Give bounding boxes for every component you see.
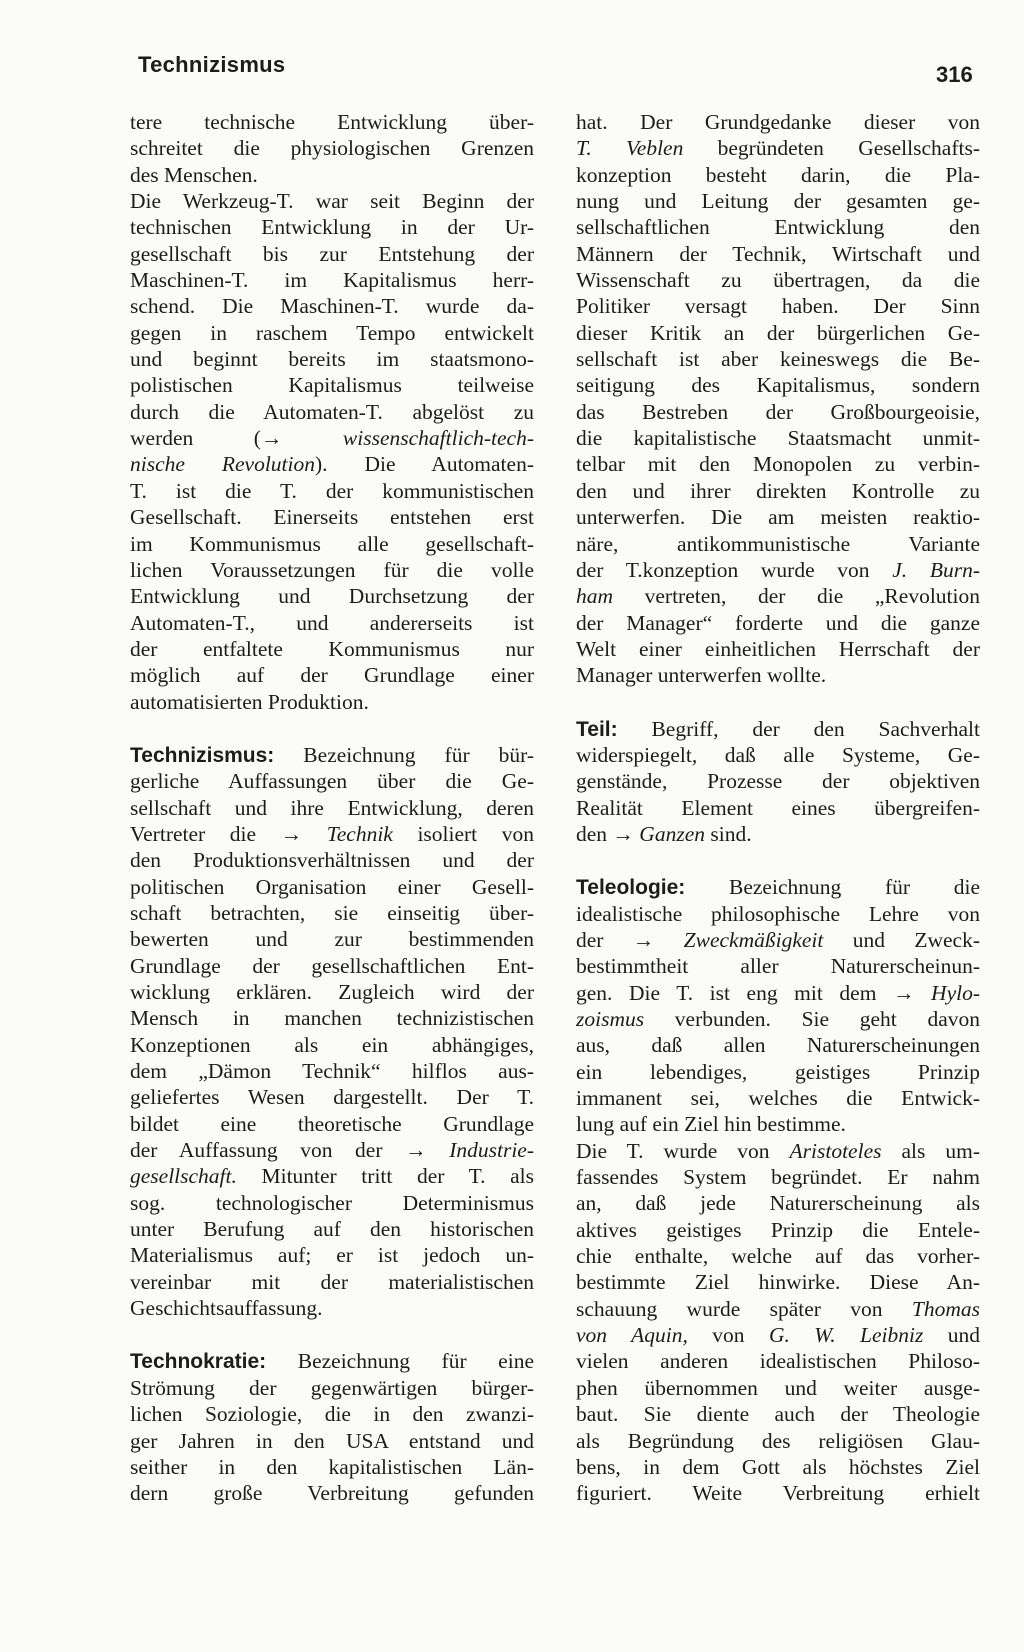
text-line <box>576 980 980 1006</box>
text-run: und <box>923 1323 980 1348</box>
text-run: gen. Die T. ist eng mit dem → <box>576 980 932 1005</box>
text-line: gegen in raschem Tempo entwickelt <box>130 320 534 345</box>
text-line: sog. technologischer Determinismus <box>130 1190 534 1215</box>
text-line: lichen Voraussetzungen für die volle <box>130 557 534 582</box>
entry-technokratie <box>130 1348 534 1506</box>
text-line: unterwerfen. Die am meisten reaktio- <box>576 505 980 530</box>
text-line <box>576 927 980 953</box>
text-line: sellschaftlichen Entwicklung den <box>576 215 980 240</box>
text-line: des Menschen. <box>130 162 258 187</box>
person-name: ham <box>576 584 614 609</box>
text-line: den und ihrer direkten Kontrolle zu <box>576 478 980 503</box>
text-run: Bezeichnung für eine <box>266 1349 534 1374</box>
text-line: T. ist die T. der kommunistischen <box>130 478 534 503</box>
entry-headword: Teleologie: <box>576 876 686 900</box>
text-line: fassendes System begründet. Er nahm <box>576 1165 980 1190</box>
entry-technokratie-continuation <box>576 109 980 689</box>
text-line <box>576 1138 980 1164</box>
text-line: Geschichtsauffassung. <box>130 1296 323 1321</box>
text-line: Strömung der gegenwärtigen bürger- <box>130 1375 534 1400</box>
entry-teil <box>576 716 980 848</box>
text-line: seither in den kapitalistischen Län- <box>130 1454 534 1479</box>
text-line: ein lebendiges, geistiges Prinzip <box>576 1059 980 1084</box>
text-line: durch die Automaten-T. abgelöst zu <box>130 399 534 424</box>
text-run: Die T. wurde von <box>576 1138 790 1163</box>
text-line: der entfaltete Kommunismus nur <box>130 636 534 661</box>
text-run: Mitunter tritt der T. als <box>236 1164 534 1189</box>
text-line <box>576 1322 980 1348</box>
text-line: technischen Entwicklung in der Ur- <box>130 215 534 240</box>
text-run: der Auffassung von der → <box>130 1138 450 1163</box>
text-line: baut. Sie diente auch der Theologie <box>576 1402 980 1427</box>
text-run: schauung wurde später von <box>576 1296 912 1321</box>
text-run: als um- <box>881 1138 980 1163</box>
text-line: im Kommunismus alle gesellschaft- <box>130 531 534 556</box>
text-line: bestimmtheit aller Naturerscheinun- <box>576 954 980 979</box>
text-line: an, daß jede Naturerscheinung als <box>576 1191 980 1216</box>
text-line: Gesellschaft. Einerseits entstehen erst <box>130 505 534 530</box>
right-column <box>576 109 980 1507</box>
text-line: die kapitalistische Staatsmacht unmit- <box>576 426 980 451</box>
text-line: konzeption besteht darin, die Pla- <box>576 162 980 187</box>
text-line: phen übernommen und weiter ausge- <box>576 1375 980 1400</box>
text-line <box>576 874 980 900</box>
text-line <box>130 1137 534 1163</box>
text-line: Automaten-T., und andererseits ist <box>130 610 534 635</box>
text-line <box>576 583 980 609</box>
entry-spacer <box>130 715 534 742</box>
text-run: ). Die Automaten- <box>315 452 534 477</box>
text-run: Vertreter die → <box>130 821 327 846</box>
text-run: Bezeichnung für die <box>685 875 980 900</box>
text-line: Realität Element eines übergreifen- <box>576 795 980 820</box>
text-line: nung und Leitung der gesamten ge- <box>576 189 980 214</box>
text-line: gesellschaft bis zur Entstehung der <box>130 241 534 266</box>
text-line: genstände, Prozesse der objektiven <box>576 769 980 794</box>
text-line: Politiker versagt haben. Der Sinn <box>576 294 980 319</box>
text-run: von <box>687 1323 769 1348</box>
text-line <box>576 821 980 847</box>
entry-headword: Technizismus: <box>130 743 275 767</box>
person-name: Thomas <box>911 1296 980 1321</box>
text-line: dem „Dämon Technik“ hilflos aus- <box>130 1059 534 1084</box>
text-line: Manager unterwerfen wollte. <box>576 663 827 688</box>
entry-spacer <box>576 689 980 716</box>
text-line: aus, daß allen Naturerscheinungen <box>576 1033 980 1058</box>
cross-reference-link: Technik <box>326 821 393 846</box>
text-line: immanent sei, welches die Entwick- <box>576 1086 980 1111</box>
text-line <box>576 557 980 583</box>
text-line: Grundlage der gesellschaftlichen Ent- <box>130 953 534 978</box>
text-line: dieser Kritik an der bürgerlichen Ge- <box>576 320 980 345</box>
text-line <box>130 821 534 847</box>
text-line: als Begründung des religiösen Glau- <box>576 1428 980 1453</box>
text-line: schreitet die physiologischen Grenzen <box>130 136 534 161</box>
entry-spacer <box>130 1321 534 1348</box>
text-line <box>130 742 534 768</box>
cross-reference-link: Hylo- <box>931 980 980 1005</box>
text-line: seitigung des Kapitalismus, sondern <box>576 373 980 398</box>
text-line: widerspiegelt, daß alle Systeme, Ge- <box>576 742 980 767</box>
person-name: Aristoteles <box>789 1138 882 1163</box>
paragraph-werkzeug <box>130 188 534 715</box>
text-line: sellschaft und ihre Entwicklung, deren <box>130 795 534 820</box>
text-line <box>130 1348 534 1374</box>
text-line <box>130 1163 534 1189</box>
text-line: dern große Verbreitung gefunden <box>130 1481 534 1506</box>
text-line: wicklung erklären. Zugleich wird der <box>130 980 534 1004</box>
person-name: G. W. Leibniz <box>768 1323 924 1348</box>
cross-reference-link: zoismus <box>576 1007 645 1031</box>
text-line: bewerten und zur bestimmenden <box>130 927 534 952</box>
text-run: der → <box>576 927 684 952</box>
text-line: automatisierten Produktion. <box>130 689 369 714</box>
text-line: telbar mit den Monopolen zu verbin- <box>576 452 980 477</box>
text-line: bens, in dem Gott als höchstes Ziel <box>576 1454 980 1479</box>
entry-headword: Teil: <box>576 717 618 741</box>
text-run: verbunden. Sie geht davon <box>644 1007 980 1031</box>
text-line: Männern der Technik, Wirtschaft und <box>576 241 980 266</box>
text-line: schend. Die Maschinen-T. wurde da- <box>130 294 534 319</box>
person-name: von Aquin, <box>576 1323 688 1348</box>
cross-reference-link: gesellschaft. <box>130 1164 237 1189</box>
text-line: Materialismus auf; er ist jedoch un- <box>130 1243 534 1268</box>
text-line: sellschaft ist aber keineswegs die Be- <box>576 347 980 372</box>
text-run: der T.konzeption wurde von <box>576 557 893 582</box>
cross-reference-link: Industrie- <box>449 1138 534 1163</box>
person-name: T. Veblen <box>576 136 684 161</box>
text-line: Konzeptionen als ein abhängiges, <box>130 1032 534 1057</box>
text-line: polistischen Kapitalismus teilweise <box>130 373 534 398</box>
text-line: Welt einer einheitlichen Herrschaft der <box>576 636 980 661</box>
text-run: isoliert von <box>392 821 534 846</box>
left-column <box>130 109 534 1507</box>
text-line <box>576 1296 980 1322</box>
text-line: geliefertes Wesen dargestellt. Der T. <box>130 1085 534 1110</box>
text-line: Entwicklung und Durchsetzung der <box>130 584 534 609</box>
text-line: und beginnt bereits im staatsmono- <box>130 347 534 372</box>
text-run: begründeten Gesellschafts- <box>683 136 980 161</box>
cross-reference-link: Ganzen <box>639 821 705 846</box>
entry-spacer <box>576 847 980 874</box>
cross-reference-link: Zweckmäßigkeit <box>683 927 824 952</box>
text-line: lichen Soziologie, die in den zwanzi- <box>130 1402 534 1427</box>
entry-teleologie <box>576 874 980 1506</box>
cross-reference-link: nische Revolution <box>130 452 316 477</box>
text-line: das Bestreben der Großbourgeoisie, <box>576 399 980 424</box>
text-line: hat. Der Grundgedanke dieser von <box>576 110 980 134</box>
page-number: 316 <box>936 62 973 87</box>
text-run: werden (→ <box>130 426 343 451</box>
text-line: den Produktionsverhältnissen und der <box>130 848 534 873</box>
text-line: näre, antikommunistische Variante <box>576 531 980 556</box>
text-line: tere technische Entwicklung über- <box>130 110 534 134</box>
text-run: vertreten, der die „Revolution <box>613 584 980 609</box>
text-line: figuriert. Weite Verbreitung erhielt <box>576 1481 980 1506</box>
person-name: J. Burn- <box>892 557 980 582</box>
text-run: und Zweck- <box>823 927 980 952</box>
text-line <box>130 451 534 477</box>
text-line: idealistische philosophische Lehre von <box>576 901 980 926</box>
text-run: Begriff, der den Sachverhalt <box>617 716 980 741</box>
text-line: vereinbar mit der materialistischen <box>130 1269 534 1294</box>
text-line <box>130 425 534 451</box>
text-line: unter Berufung auf den historischen <box>130 1217 534 1242</box>
cross-reference-link: wissenschaftlich-tech- <box>342 426 534 451</box>
text-line <box>576 1006 980 1032</box>
text-line: Die Werkzeug-T. war seit Beginn der <box>130 189 534 214</box>
running-head-title: Technizismus <box>138 52 286 77</box>
text-line: bildet eine theoretische Grundlage <box>130 1111 534 1136</box>
text-run: den → <box>576 821 640 846</box>
text-line: schaft betrachten, sie einseitig über- <box>130 900 534 925</box>
text-line: ger Jahren in den USA entstand und <box>130 1428 534 1453</box>
text-line: gerliche Auffassungen über die Ge- <box>130 769 534 794</box>
entry-headword: Technokratie: <box>130 1350 267 1374</box>
text-run: sind. <box>704 821 752 846</box>
text-line: lung auf ein Ziel hin bestimme. <box>576 1112 846 1137</box>
text-line: Maschinen-T. im Kapitalismus herr- <box>130 268 534 293</box>
entry-technizismus <box>130 742 534 1322</box>
text-line: Wissenschaft zu übertragen, da die <box>576 268 980 293</box>
text-line: politischen Organisation einer Gesell- <box>130 874 534 899</box>
text-line: Mensch in manchen technizistischen <box>130 1006 534 1031</box>
text-line <box>576 716 980 742</box>
text-line: bestimmte Ziel hinwirke. Diese An- <box>576 1270 980 1295</box>
text-line: der Manager“ forderte und die ganze <box>576 610 980 635</box>
text-line: aktives geistiges Prinzip die Entele- <box>576 1217 980 1242</box>
text-line: möglich auf der Grundlage einer <box>130 663 534 688</box>
text-line <box>576 135 980 161</box>
text-line: vielen anderen idealistischen Philoso- <box>576 1349 980 1374</box>
text-line: chie enthalte, welche auf das vorher- <box>576 1244 980 1269</box>
paragraph-continuation <box>130 109 534 188</box>
text-run: Bezeichnung für bür- <box>274 742 534 767</box>
